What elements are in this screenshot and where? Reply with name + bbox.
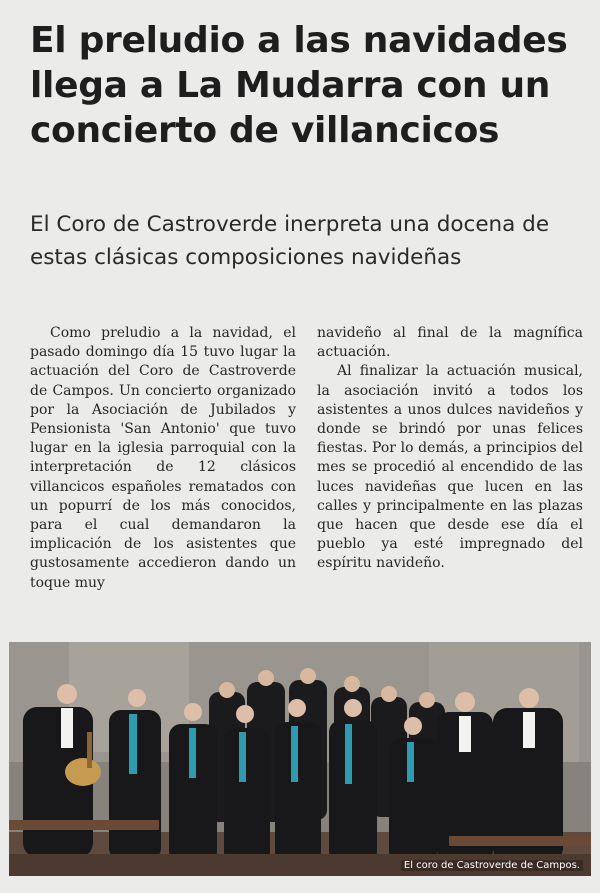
article-column-left [30,324,296,593]
choir-photo-illustration [9,642,591,876]
choir-photo [9,642,591,876]
article-column-right [317,324,583,574]
body-paragraph-1: Como preludio a la navidad, el pasado domingo día 15 tuvo lugar la actuación del Coro de Castroverde de Campos. Un concierto organizado por la Asociación de Jubilados y Pensionista 'San Antonio' que tuvo lugar en la iglesia parroquial con la interpretación de 12 clásicos villancicos españoles rematados con un popurrí de los más conocidos, para el cual demandaron la implicación de los asistentes que gustosamente accedieron dando un toque muy [30,325,296,591]
subheadline: El Coro de Castroverde inerpreta una docena de estas clásicas composiciones navideñas [30,212,550,270]
headline: El preludio a las navidades llega a La Mudarra con un concierto de villancicos [30,20,568,151]
body-paragraph-2: Al finalizar la actuación musical, la asociación invitó a todos los asistentes a unos dulces navideños y donde se brindó por unas felices fiestas. Por lo demás, a principios del mes se procedió al encendido de las luces navideñas que lucen en las calles y principalmente en las plazas que hacen que desde ese día el pueblo ya esté impregnado del espíritu navideño. [317,363,583,572]
body-paragraph-1-continued: navideño al final de la magnífica actuación. [317,325,583,361]
photo-caption: El coro de Castroverde de Campos. [401,860,583,871]
